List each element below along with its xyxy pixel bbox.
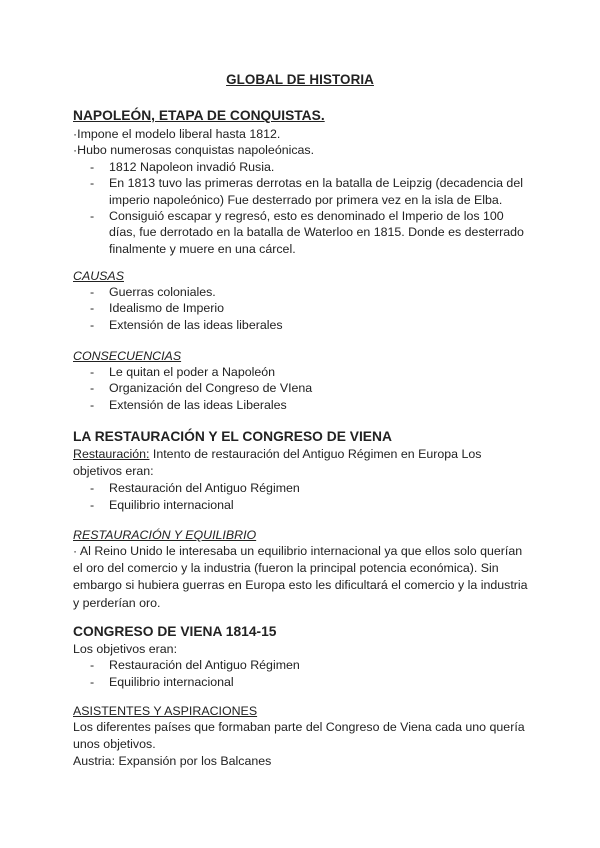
dash-bullet: - [90, 381, 95, 396]
list-item [73, 397, 533, 413]
dash-bullet: - [90, 365, 95, 379]
dash-bullet: - [90, 285, 95, 299]
dash-bullet: - [90, 481, 95, 496]
subheading-asistentes: ASISTENTES Y ASPIRACIONES [73, 704, 258, 718]
dash-bullet: - [90, 301, 95, 316]
subheading-restauracion-equilibrio: RESTAURACIÓN Y EQUILIBRIO [73, 528, 257, 542]
section-napoleon [73, 107, 533, 257]
section-congreso-viena [73, 623, 533, 690]
section-heading-napoleon: NAPOLEÓN, ETAPA DE CONQUISTAS. [73, 108, 325, 123]
list-item-text: Le quitan el poder a Napoleón [109, 365, 276, 379]
dash-bullet: - [90, 497, 95, 512]
definition-paragraph [73, 446, 533, 480]
dash-bullet: - [90, 176, 95, 191]
list-item [73, 208, 533, 257]
paragraph: · Al Reino Unido le interesaba un equilibrio internacional ya que ellos solo querían el oro del comercio y la industria (fueron la principal potencia económica). Sin embargo si hubiera guerras en Europa esto les dificultará el comercio y la industria y perderían oro. [73, 544, 528, 610]
dash-bullet: - [90, 209, 95, 224]
list-item [73, 497, 533, 513]
text-line: ·Impone el modelo liberal hasta 1812. [73, 127, 281, 141]
subheading-causas: CAUSAS [73, 269, 124, 283]
dash-bullet: - [90, 674, 95, 689]
napoleon-list [73, 159, 533, 257]
list-item-text: Extensión de las ideas Liberales [109, 397, 287, 412]
list-item-text: 1812 Napoleon invadió Rusia. [109, 159, 275, 174]
consecuencias-list [73, 364, 533, 413]
section-asistentes [73, 703, 533, 770]
definition-label: Restauración: [73, 447, 150, 461]
section-restauracion-equilibrio [73, 527, 533, 612]
section-heading-restauracion: LA RESTAURACIÓN Y EL CONGRESO DE VIENA [73, 429, 392, 444]
document-title: GLOBAL DE HISTORIA [226, 72, 374, 87]
text-line-austria: Austria: Expansión por los Balcanes [73, 754, 272, 769]
list-item-text: Idealismo de Imperio [109, 301, 225, 316]
list-item-text: Restauración del Antiguo Régimen [109, 481, 300, 496]
list-item-text: Restauración del Antiguo Régimen [109, 658, 300, 673]
dash-bullet: - [90, 159, 95, 174]
list-item-text: Equilibrio internacional [109, 497, 234, 512]
causas-list [73, 284, 533, 333]
list-item [73, 159, 533, 175]
section-causas [73, 268, 533, 333]
text-line: Los objetivos eran: [73, 642, 178, 656]
dash-bullet: - [90, 397, 95, 412]
dash-bullet: - [90, 317, 95, 332]
list-item [73, 480, 533, 496]
list-item-text: Equilibrio internacional [109, 674, 234, 689]
paragraph: Los diferentes países que formaban parte del Congreso de Viena cada uno quería unos objetivos. [73, 720, 525, 752]
section-heading-congreso: CONGRESO DE VIENA 1814-15 [73, 624, 277, 639]
objetivos-list [73, 480, 533, 513]
list-item [73, 300, 533, 316]
list-item-text: Guerras coloniales. [109, 285, 216, 299]
list-item [73, 175, 533, 208]
dash-bullet: - [90, 658, 95, 673]
list-item-text: Consiguió escapar y regresó, esto es denominado el Imperio de los 100 días, fue derrotado en la batalla de Waterloo en 1815. Donde es desterrado finalmente y muere en una cárcel. [109, 209, 524, 256]
list-item [73, 657, 533, 673]
list-item [73, 364, 533, 380]
section-consecuencias [73, 348, 533, 413]
list-item-text: En 1813 tuvo las primeras derrotas en la batalla de Leipzig (decadencia del imperio napoleónico) Fue desterrado por primera vez en la isla de Elba. [109, 176, 523, 207]
section-restauracion-congreso [73, 428, 533, 513]
list-item [73, 674, 533, 690]
list-item [73, 317, 533, 333]
list-item-text: Organización del Congreso de VIena [109, 381, 313, 396]
list-item [73, 284, 533, 300]
subheading-consecuencias: CONSECUENCIAS [73, 349, 182, 363]
text-line: ·Hubo numerosas conquistas napoleónicas. [73, 143, 315, 158]
definition-text: Intento de restauración del Antiguo Régimen en Europa Los objetivos eran: [73, 447, 482, 479]
congreso-objetivos-list [73, 657, 533, 690]
list-item-text: Extensión de las ideas liberales [109, 317, 283, 332]
list-item [73, 380, 533, 396]
